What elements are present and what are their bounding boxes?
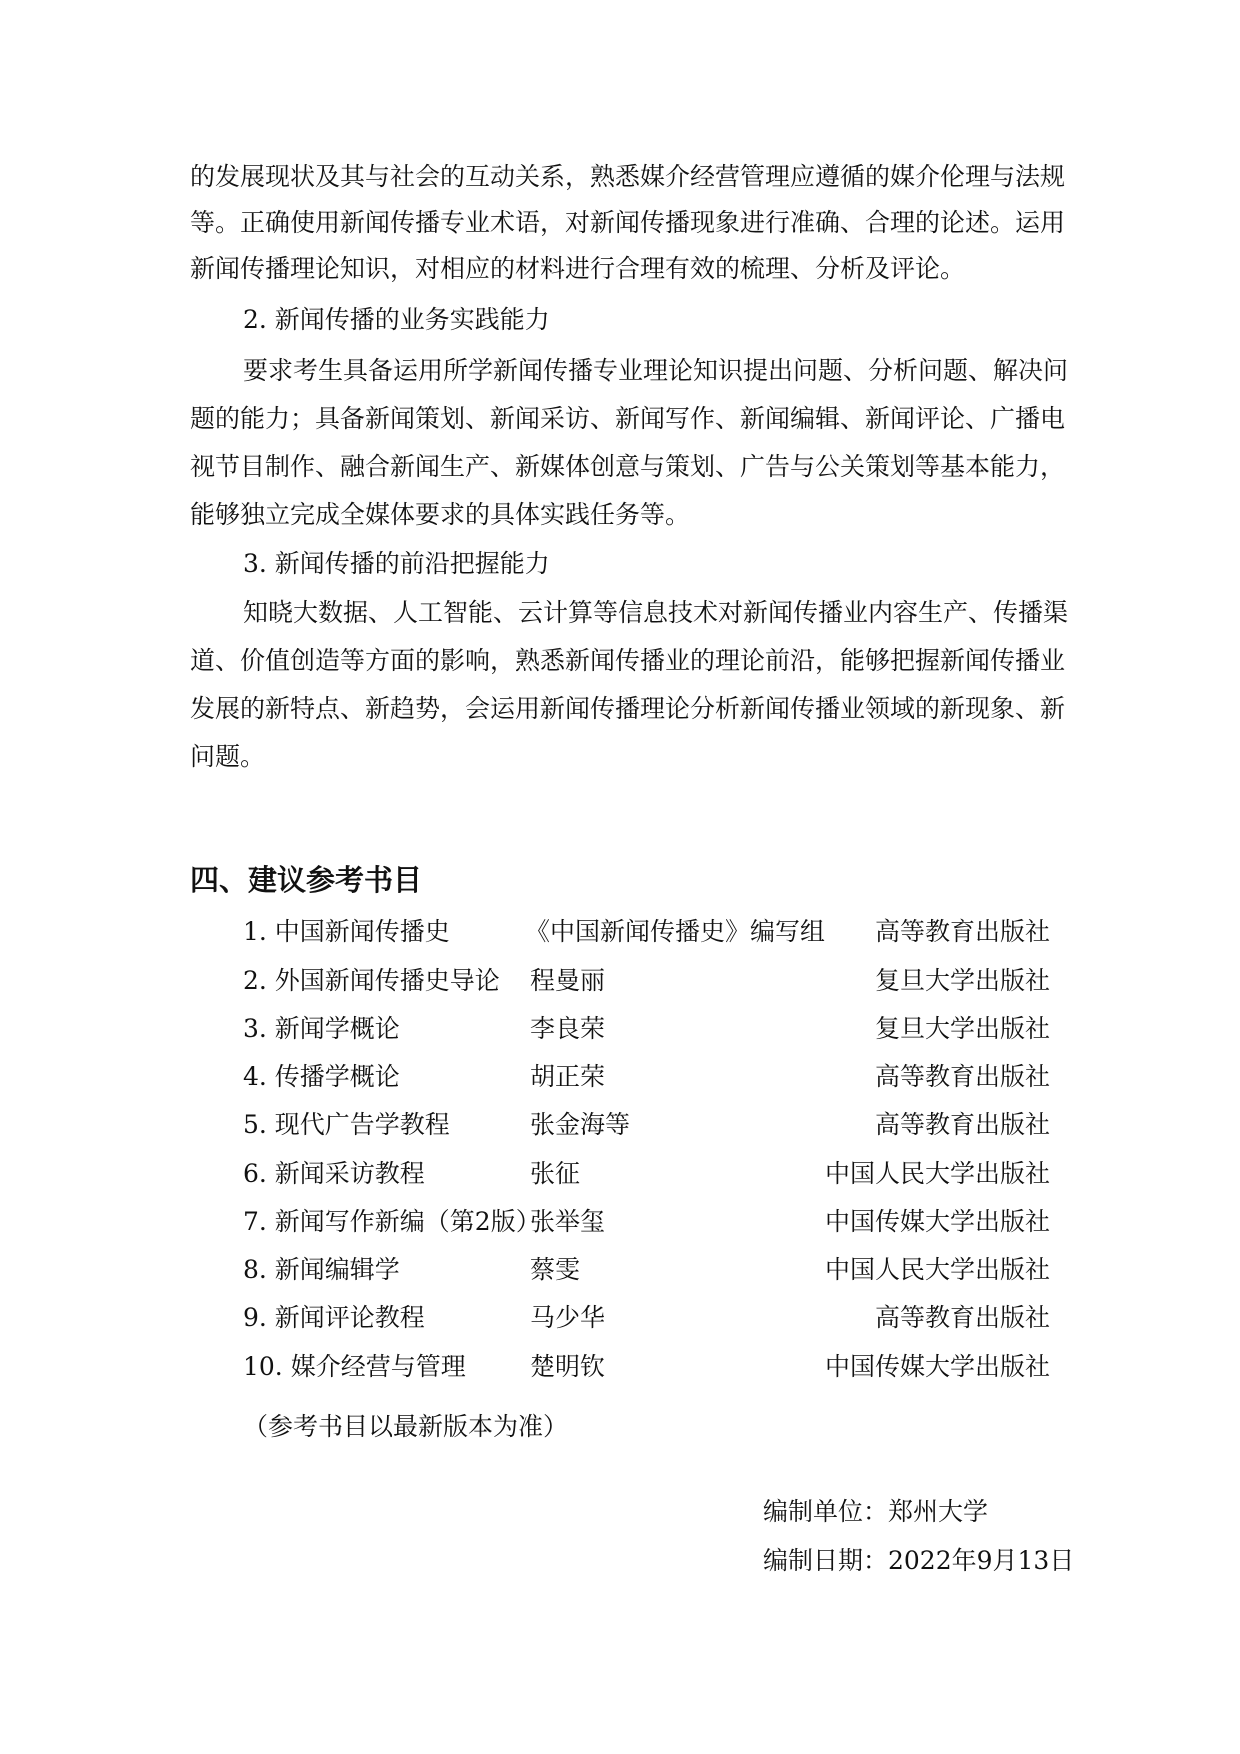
reference-publisher: 中国传媒大学出版社: [824, 1207, 1050, 1236]
section-heading: 四、建议参考书目: [190, 863, 423, 897]
reference-author: 胡正荣: [530, 1062, 606, 1091]
reference-title: 1. 中国新闻传播史: [243, 917, 450, 946]
reference-row: [243, 1159, 1050, 1189]
para2-line-1: 要求考生具备运用所学新闻传播专业理论知识提出问题、分析问题、解决问: [243, 356, 1069, 385]
reference-publisher: 中国人民大学出版社: [824, 1255, 1050, 1284]
reference-author: 楚明钦: [530, 1352, 606, 1381]
reference-publisher: 高等教育出版社: [874, 1110, 1050, 1139]
reference-title: 4. 传播学概论: [243, 1062, 400, 1091]
reference-author: 蔡雯: [530, 1255, 581, 1284]
reference-row: [243, 966, 1050, 996]
para2-line-4: 能够独立完成全媒体要求的具体实践任务等。: [190, 500, 691, 529]
para1-line-3: 新闻传播理论知识，对相应的材料进行合理有效的梳理、分析及评论。: [190, 254, 966, 283]
reference-author: 张征: [530, 1159, 581, 1188]
reference-publisher: 高等教育出版社: [874, 1303, 1050, 1332]
reference-row: [243, 1255, 1050, 1285]
reference-title: 6. 新闻采访教程: [243, 1159, 425, 1188]
reference-title: 8. 新闻编辑学: [243, 1255, 400, 1284]
subheading-3: 3. 新闻传播的前沿把握能力: [243, 549, 550, 578]
reference-title: 2. 外国新闻传播史导论: [243, 966, 500, 995]
reference-publisher: 中国人民大学出版社: [824, 1159, 1050, 1188]
para3-line-3: 发展的新特点、新趋势，会运用新闻传播理论分析新闻传播业领域的新现象、新: [190, 694, 1066, 723]
reference-author: 马少华: [530, 1303, 606, 1332]
reference-row: [243, 917, 1050, 947]
reference-publisher: 高等教育出版社: [874, 917, 1050, 946]
reference-publisher: 复旦大学出版社: [874, 966, 1050, 995]
reference-row: [243, 1352, 1050, 1382]
reference-row: [243, 1062, 1050, 1092]
para2-line-2: 题的能力；具备新闻策划、新闻采访、新闻写作、新闻编辑、新闻评论、广播电: [190, 404, 1066, 433]
reference-title: 9. 新闻评论教程: [243, 1303, 425, 1332]
reference-row: [243, 1014, 1050, 1044]
reference-title: 10. 媒介经营与管理: [243, 1352, 466, 1381]
reference-publisher: 中国传媒大学出版社: [824, 1352, 1050, 1381]
para3-line-2: 道、价值创造等方面的影响，熟悉新闻传播业的理论前沿，能够把握新闻传播业: [190, 646, 1066, 675]
reference-author: 《中国新闻传播史》编写组: [525, 917, 826, 946]
reference-row: [243, 1303, 1050, 1333]
reference-note: （参考书目以最新版本为准）: [243, 1412, 569, 1441]
reference-title: 7. 新闻写作新编（第2版）: [243, 1207, 541, 1236]
reference-author: 李良荣: [530, 1014, 606, 1043]
para1-line-2: 等。正确使用新闻传播专业术语，对新闻传播现象进行准确、合理的论述。运用: [190, 208, 1066, 237]
reference-title: 5. 现代广告学教程: [243, 1110, 450, 1139]
reference-publisher: 复旦大学出版社: [874, 1014, 1050, 1043]
compiling-unit: 编制单位：郑州大学: [763, 1497, 989, 1526]
reference-author: 程曼丽: [530, 966, 606, 995]
subheading-2: 2. 新闻传播的业务实践能力: [243, 305, 550, 334]
reference-author: 张举玺: [530, 1207, 606, 1236]
reference-author: 张金海等: [530, 1110, 631, 1139]
para1-line-1: 的发展现状及其与社会的互动关系，熟悉媒介经营管理应遵循的媒介伦理与法规: [190, 162, 1066, 191]
para3-line-4: 问题。: [190, 742, 266, 771]
reference-row: [243, 1207, 1050, 1237]
compiling-date: 编制日期：2022年9月13日: [763, 1546, 1075, 1575]
reference-publisher: 高等教育出版社: [874, 1062, 1050, 1091]
reference-title: 3. 新闻学概论: [243, 1014, 400, 1043]
para3-line-1: 知晓大数据、人工智能、云计算等信息技术对新闻传播业内容生产、传播渠: [243, 598, 1069, 627]
para2-line-3: 视节目制作、融合新闻生产、新媒体创意与策划、广告与公关策划等基本能力，: [190, 452, 1066, 481]
reference-row: [243, 1110, 1050, 1140]
